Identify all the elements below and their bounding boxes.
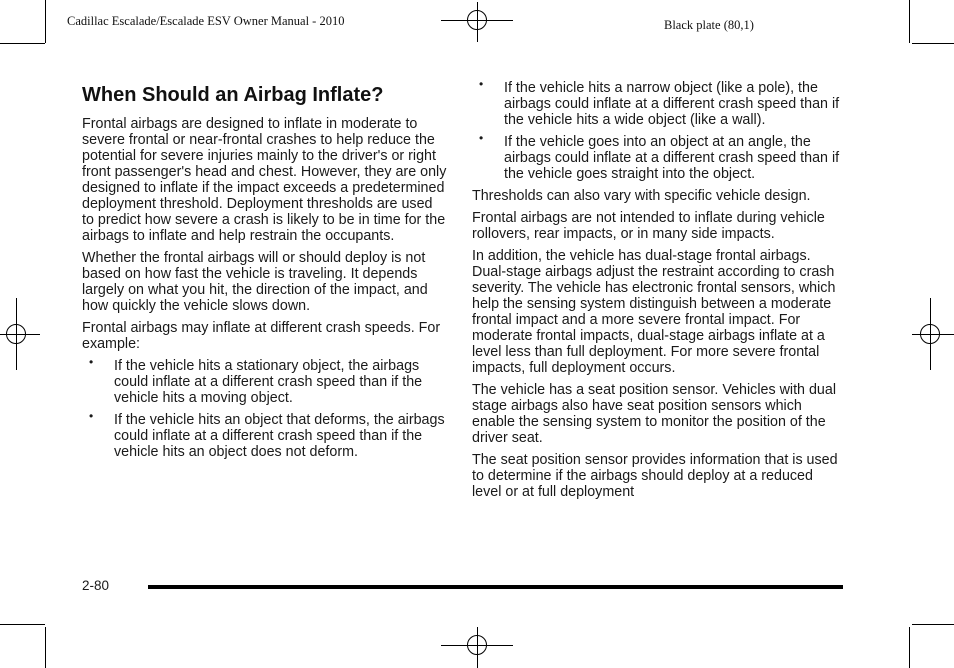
paragraph: The vehicle has a seat position sensor. Vehicles with dual stage airbags also have seat position sensors which enable the sensing system to monitor the position of the driver seat.	[472, 382, 836, 446]
bullet-icon: •	[479, 131, 484, 145]
bullet-icon: •	[89, 409, 94, 423]
page-number: 2-80	[82, 578, 110, 593]
paragraph: Frontal airbags are designed to inflate in moderate to severe frontal or near-frontal crashes to help reduce the potential for severe injuries mainly to the driver's or right front passenger's head and chest. However, they are only designed to inflate if the impact exceeds a predetermined deployment threshold. Deployment thresholds are used to predict how severe a crash is likely to be in time for the airbags to inflate and help restrain the occupants.	[82, 116, 447, 244]
left-column	[82, 83, 448, 466]
paragraph: Frontal airbags may inflate at different crash speeds. For example:	[82, 320, 441, 352]
paragraph: In addition, the vehicle has dual-stage frontal airbags. Dual-stage airbags adjust the restraint according to crash severity. The vehicle has electronic frontal sensors, which help the sensing system distinguish between a moderate frontal impact and a more severe frontal impact. For moderate frontal impacts, dual-stage airbags inflate at a level less than full deployment. For more severe frontal impacts, full deployment occurs.	[472, 248, 836, 376]
crop-mark-bottom-left-horizontal	[0, 624, 45, 625]
crop-mark-top-left-horizontal	[0, 43, 45, 44]
crop-mark-top-left-vertical	[45, 0, 46, 43]
paragraph: The seat position sensor provides information that is used to determine if the airbags should deploy at a reduced level or at full deployment	[472, 452, 838, 500]
bullet-icon: •	[479, 77, 484, 91]
paragraph: Whether the frontal airbags will or should deploy is not based on how fast the vehicle is traveling. It depends largely on what you hit, the direction of the impact, and how quickly the vehicle slows down.	[82, 250, 428, 314]
list-item: • If the vehicle hits a narrow object (like a pole), the airbags could inflate at a different crash speed than if the vehicle hits a wide object (like a wall).	[479, 77, 840, 128]
bullet-icon: •	[89, 355, 94, 369]
paragraph: Frontal airbags are not intended to inflate during vehicle rollovers, rear impacts, or in many side impacts.	[472, 210, 825, 242]
bullet-list	[472, 77, 844, 182]
list-item: • If the vehicle goes into an object at an angle, the airbags could inflate at a different crash speed than if the vehicle goes straight into the object.	[479, 131, 840, 182]
plate-label: Black plate (80,1)	[664, 18, 754, 32]
crop-mark-bottom-left-vertical	[45, 627, 46, 668]
manual-title: Cadillac Escalade/Escalade ESV Owner Manual - 2010	[67, 14, 345, 28]
crop-mark-top-right-horizontal	[912, 43, 954, 44]
crop-mark-bottom-right-vertical	[909, 627, 910, 668]
crop-mark-top-right-vertical	[909, 0, 910, 43]
right-column	[472, 77, 844, 506]
list-item: • If the vehicle hits a stationary object, the airbags could inflate at a different crash speed than if the vehicle hits a moving object.	[89, 355, 423, 406]
crop-mark-bottom-right-horizontal	[912, 624, 954, 625]
footer-rule	[148, 585, 843, 589]
paragraph: Thresholds can also vary with specific vehicle design.	[472, 188, 811, 204]
bullet-list	[82, 355, 448, 460]
list-item: • If the vehicle hits an object that deforms, the airbags could inflate at a different crash speed than if the vehicle hits an object does not deform.	[89, 409, 445, 460]
section-title: When Should an Airbag Inflate?	[82, 84, 384, 106]
